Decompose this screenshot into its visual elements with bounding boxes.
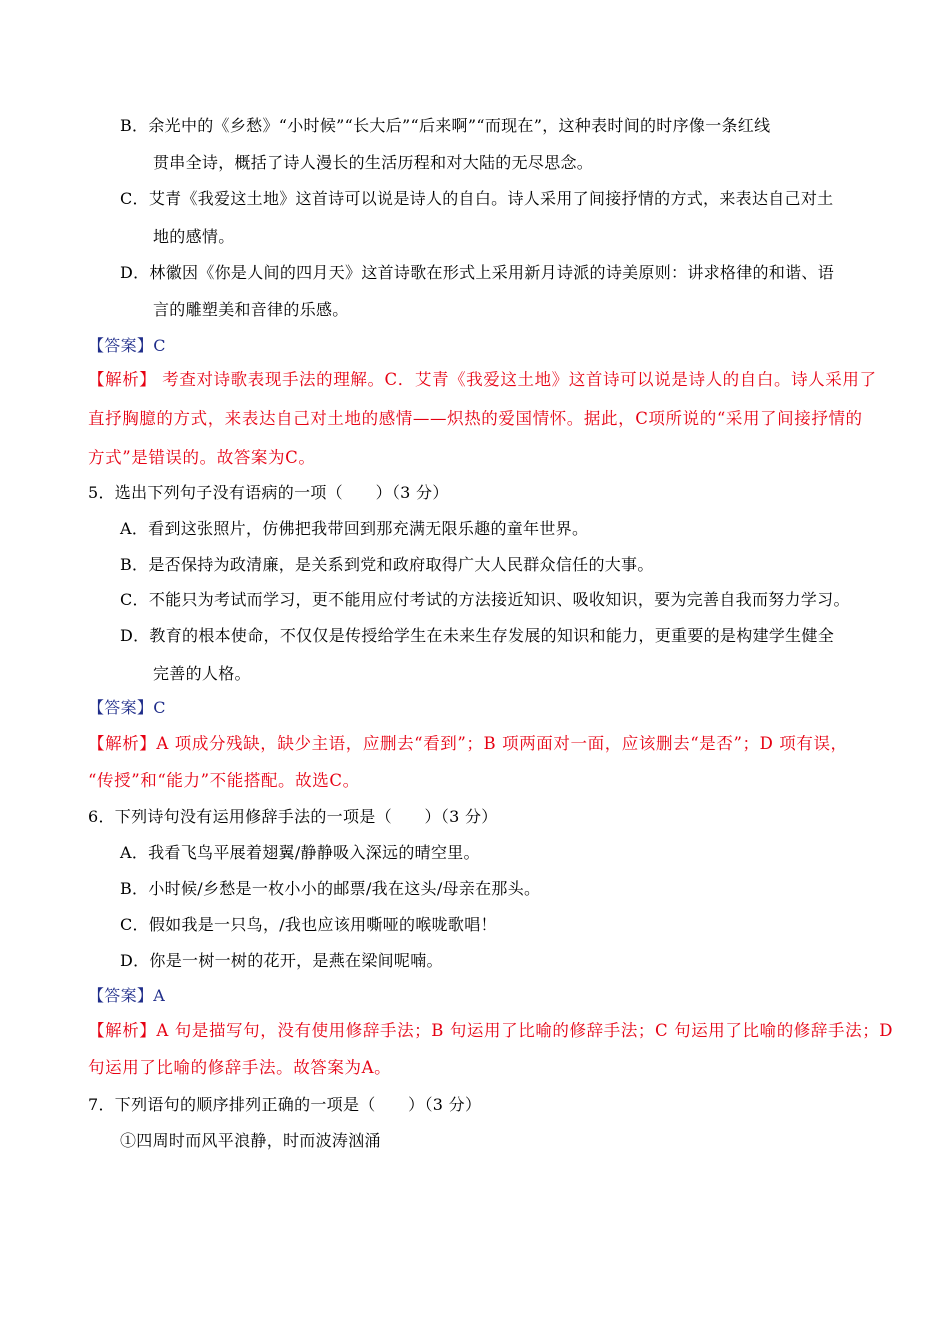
q5-analysis-line2: “传授”和“能力”不能搭配。故选C。 (88, 771, 360, 790)
q5-answer (88, 698, 166, 718)
q6-option-d: D．你是一树一树的花开，是燕在梁间呢喃。 (120, 951, 443, 970)
q4-option-d-line2: 言的雕塑美和音律的乐感。 (153, 300, 349, 319)
q7-item-1: ①四周时而风平浪静，时而波涛汹涌 (120, 1131, 381, 1150)
answer-value: A (153, 986, 166, 1005)
q4-option-b-line1: B．余光中的《乡愁》“小时候”“长大后”“后来啊”“而现在”，这种表时间的时序像一条红线 (120, 116, 771, 135)
answer-value: C (153, 336, 166, 355)
q6-answer (88, 986, 165, 1006)
analysis-text: A 项成分残缺，缺少主语，应删去“看到”；B 项两面对一面，应该删去“是否”；D 项有误， (156, 734, 848, 753)
analysis-text: 考查对诗歌表现手法的理解。C．艾青《我爱这土地》这首诗可以说是诗人的自白。诗人采用了 (156, 370, 877, 389)
q6-option-c: C．假如我是一只鸟，/我也应该用嘶哑的喉咙歌唱！ (120, 915, 497, 934)
q4-analysis-line3: 方式”是错误的。故答案为C。 (88, 448, 316, 467)
q4-option-b-line2: 贯串全诗，概括了诗人漫长的生活历程和对大陆的无尽思念。 (153, 153, 594, 172)
q5-option-d-line1: D．教育的根本使命，不仅仅是传授给学生在未来生存发展的知识和能力，更重要的是构建学生健全 (120, 626, 835, 645)
q4-option-c-line1: C．艾青《我爱这土地》这首诗可以说是诗人的自白。诗人采用了间接抒情的方式，来表达自己对土 (120, 189, 834, 208)
q4-option-d-line1: D．林徽因《你是人间的四月天》这首诗歌在形式上采用新月诗派的诗美原则：讲求格律的和谐、语 (120, 263, 835, 282)
analysis-text: A 句是描写句，没有使用修辞手法；B 句运用了比喻的修辞手法；C 句运用了比喻的修辞手法；D (156, 1021, 894, 1040)
analysis-label: 【解析】 (88, 370, 157, 389)
q6-option-a: A．我看飞鸟平展着翅翼/静静吸入深远的晴空里。 (120, 843, 480, 862)
q5-analysis-line1 (88, 734, 848, 754)
q4-answer (88, 336, 166, 356)
answer-label: 【答案】 (88, 986, 154, 1005)
q4-option-c-line2: 地的感情。 (153, 227, 235, 246)
q5-option-b: B．是否保持为政清廉，是关系到党和政府取得广大人民群众信任的大事。 (120, 555, 654, 574)
answer-value: C (153, 698, 166, 717)
q6-analysis-line1 (88, 1021, 893, 1041)
q7-stem: 7．下列语句的顺序排列正确的一项是（ ）（3 分） (88, 1095, 482, 1114)
q6-analysis-line2: 句运用了比喻的修辞手法。故答案为A。 (88, 1058, 392, 1077)
q6-option-b: B．小时候/乡愁是一枚小小的邮票/我在这头/母亲在那头。 (120, 879, 541, 898)
q4-analysis-line1 (88, 370, 877, 390)
analysis-label: 【解析】 (88, 734, 157, 753)
analysis-label: 【解析】 (88, 1021, 157, 1040)
q5-option-c: C．不能只为考试而学习，更不能用应付考试的方法接近知识、吸收知识，要为完善自我而努力学习。 (120, 590, 850, 609)
q5-stem: 5．选出下列句子没有语病的一项（ ）（3 分） (88, 483, 449, 502)
q5-option-a: A．看到这张照片，仿佛把我带回到那充满无限乐趣的童年世界。 (120, 519, 589, 538)
answer-label: 【答案】 (88, 336, 154, 355)
q5-option-d-line2: 完善的人格。 (153, 664, 251, 683)
answer-label: 【答案】 (88, 698, 154, 717)
q6-stem: 6．下列诗句没有运用修辞手法的一项是（ ）（3 分） (88, 807, 498, 826)
q4-analysis-line2: 直抒胸臆的方式，来表达自己对土地的感情——炽热的爱国情怀。据此，C项所说的“采用了间接抒情的 (88, 409, 863, 428)
